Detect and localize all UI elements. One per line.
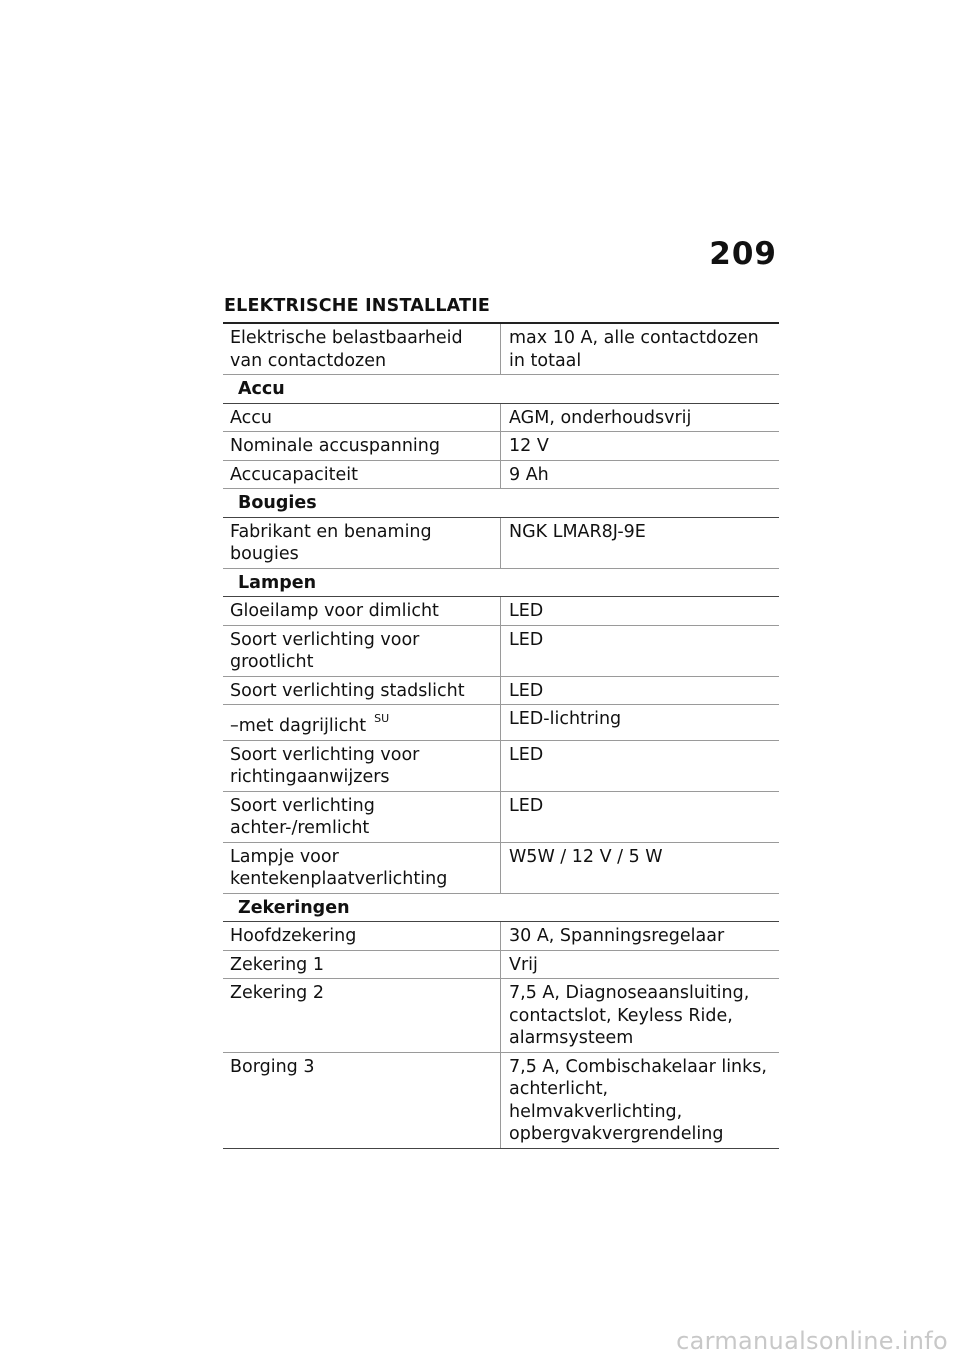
spec-label: Soort verlichting voor grootlicht [223, 626, 501, 676]
spec-label: Soort verlichting achter-/remlicht [223, 792, 501, 842]
spec-label: Borging 3 [223, 1053, 501, 1148]
group-title: Lampen [238, 572, 317, 593]
spec-table [223, 322, 779, 1149]
spec-label: Accu [223, 404, 501, 432]
table-row [223, 843, 779, 894]
spec-label: Fabrikant en benaming bougies [223, 518, 501, 568]
table-row [223, 1053, 779, 1149]
spec-label-text: –met dagrijlicht [230, 716, 367, 736]
group-header-accu [223, 375, 779, 404]
section-title: ELEKTRISCHE INSTALLATIE [224, 296, 491, 316]
spec-label: Accucapaciteit [223, 461, 501, 489]
table-row [223, 677, 779, 706]
table-row [223, 951, 779, 980]
group-header-zekeringen [223, 894, 779, 923]
option-superscript: SU [374, 712, 390, 725]
spec-label: Lampje voor kentekenplaatverlichting [223, 843, 501, 893]
spec-value: NGK LMAR8J-9E [509, 521, 646, 542]
spec-value: AGM, onderhoudsvrij [509, 407, 692, 428]
group-title: Accu [238, 379, 285, 399]
page-number: 209 [709, 236, 777, 272]
spec-label: Elektrische belastbaarheid van contactdozen [223, 324, 501, 374]
table-row [223, 432, 779, 461]
spec-label: Gloeilamp voor dimlicht [223, 597, 501, 625]
spec-label: Nominale accuspanning [223, 432, 501, 460]
table-row [223, 461, 779, 490]
spec-value: LED [509, 795, 544, 816]
spec-value: LED-lichtring [509, 709, 622, 729]
spec-value: LED [509, 680, 544, 701]
group-title: Bougies [238, 493, 317, 513]
spec-value: W5W / 12 V / 5 W [509, 846, 663, 867]
table-row [223, 792, 779, 843]
spec-value: LED [509, 601, 544, 621]
spec-label-with-note [223, 705, 501, 740]
table-row [223, 597, 779, 626]
group-title: Zekeringen [238, 897, 350, 918]
table-row [223, 518, 779, 569]
spec-label: Soort verlichting stadslicht [223, 677, 501, 705]
spec-value: LED [509, 629, 544, 650]
group-header-lampen [223, 569, 779, 598]
watermark: carmanualsonline.info [676, 1327, 948, 1355]
spec-value: 7,5 A, Diagnoseaansluiting, contactslot, Keyless Ride, alarmsysteem [509, 983, 750, 1048]
table-row [223, 626, 779, 677]
table-row [223, 979, 779, 1053]
spec-label: Zekering 1 [223, 951, 501, 979]
table-row [223, 922, 779, 951]
spec-value: LED [509, 744, 544, 765]
spec-value: max 10 A, alle contactdozen in totaal [509, 328, 759, 371]
group-header-bougies [223, 489, 779, 518]
spec-label: Zekering 2 [223, 979, 501, 1052]
table-row [223, 705, 779, 741]
spec-value: 30 A, Spanningsregelaar [509, 926, 725, 946]
spec-label: Soort verlichting voor richtingaanwijzers [223, 741, 501, 791]
spec-value: Vrij [509, 954, 538, 975]
table-row [223, 741, 779, 792]
table-row [223, 404, 779, 433]
table-row [223, 324, 779, 375]
spec-value: 12 V [509, 436, 549, 456]
spec-value: 9 Ah [509, 464, 549, 485]
spec-value: 7,5 A, Combischakelaar links, achterlicht, helmvakverlichting, opbergvakvergrendeling [509, 1056, 767, 1144]
spec-label: Hoofdzekering [223, 922, 501, 950]
